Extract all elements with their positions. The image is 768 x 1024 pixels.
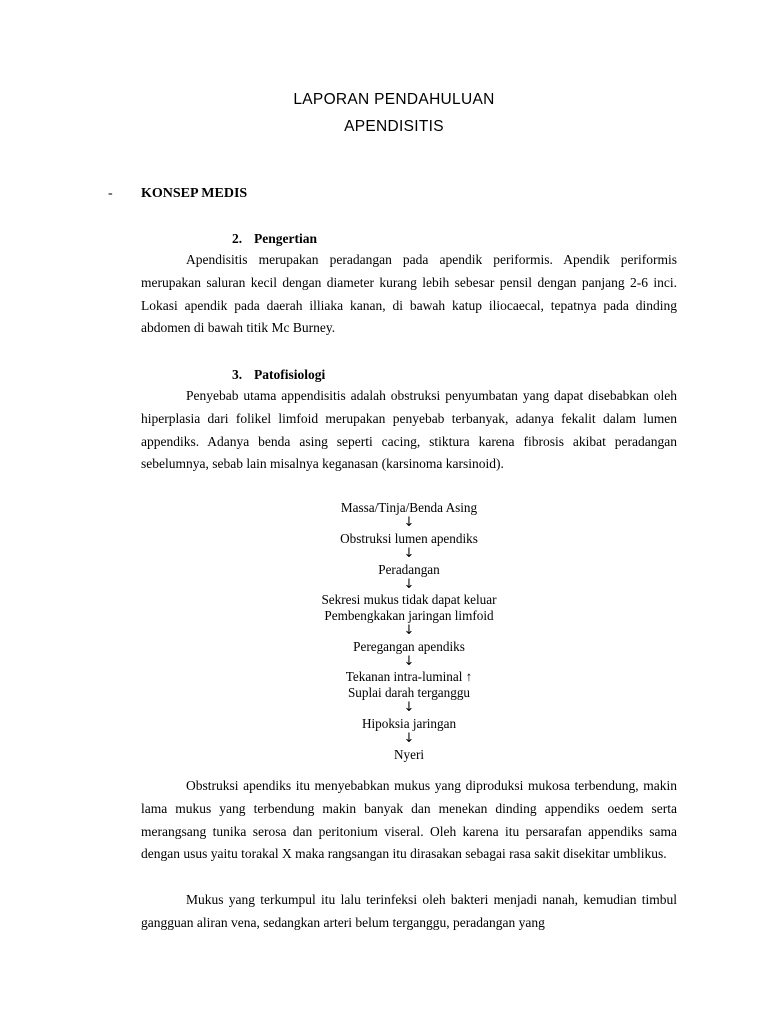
flow-step: Obstruksi lumen apendiks [340, 530, 478, 546]
paragraph-mukus: Mukus yang terkumpul itu lalu terinfeksi oleh bakteri menjadi nanah, kemudian timbul gangguan aliran vena, sedangkan arteri belum terganggu, peradangan yang [141, 892, 677, 930]
subsection-number: 2. [232, 231, 243, 246]
flow-step: Sekresi mukus tidak dapat keluar [321, 592, 497, 608]
flow-step: Peregangan apendiks [353, 638, 465, 654]
flow-step: Massa/Tinja/Benda Asing [340, 500, 478, 515]
subsection-heading-patofisiologi [232, 367, 325, 383]
flow-step: Nyeri [393, 746, 425, 762]
subsection-number: 3. [232, 367, 243, 382]
subsection-title: Patofisiologi [254, 367, 326, 382]
arrow-down-icon: ↓ [403, 546, 415, 562]
pathophysiology-flowchart [141, 500, 677, 762]
paragraph-patofisiologi: Penyebab utama appendisitis adalah obstruksi penyumbatan yang dapat disebabkan oleh hiperplasia dari folikel limfoid merupakan penyebab terbanyak, adanya fekalit dalam lumen appendiks. Adanya benda asing seperti cacing, stiktura karena fibrosis akibat peradangan sebelumnya, sebab lain misalnya keganasan (karsinoma karsinoid). [141, 388, 677, 472]
document-title-line-2: APENDISITIS [344, 118, 444, 135]
flow-step: Pembengkakan jaringan limfoid [324, 607, 494, 623]
section-bullet: - [108, 186, 113, 201]
flow-step: Suplai darah terganggu [347, 684, 471, 700]
arrow-down-icon: ↓ [403, 623, 415, 639]
flow-step: Tekanan intra-luminal ↑ [345, 669, 473, 685]
section-heading-konsep-medis: KONSEP MEDIS [141, 186, 248, 201]
arrow-down-icon: ↓ [403, 731, 415, 747]
paragraph-obstruksi: Obstruksi apendiks itu menyebabkan mukus yang diproduksi mukosa terbendung, makin lama mukus yang terbendung makin banyak dan menekan dinding appendiks oedem serta merangsang tunika serosa dan peritonium viseral. Oleh karena itu persarafan appendiks sama dengan usus yaitu torakal X maka rangsangan itu dirasakan sebagai rasa sakit disekitar umblikus. [141, 778, 677, 862]
paragraph-pengertian: Apendisitis merupakan peradangan pada apendik periformis. Apendik periformis merupakan saluran kecil dengan diameter kurang lebih sebesar pensil dengan panjang 2-6 inci. Lokasi apendik pada daerah illiaka kanan, di bawah katup iliocaecal, tepatnya pada dinding abdomen di bawah titik Mc Burney. [141, 252, 677, 336]
arrow-down-icon: ↓ [403, 577, 415, 593]
flow-step: Hipoksia jaringan [361, 715, 457, 731]
arrow-down-icon: ↓ [403, 654, 415, 670]
document-title-line-1: LAPORAN PENDAHULUAN [293, 91, 495, 108]
arrow-down-icon: ↓ [403, 515, 415, 531]
subsection-heading-pengertian [232, 231, 317, 247]
subsection-title: Pengertian [254, 231, 317, 246]
arrow-down-icon: ↓ [403, 700, 415, 716]
flow-step: Peradangan [378, 561, 440, 577]
